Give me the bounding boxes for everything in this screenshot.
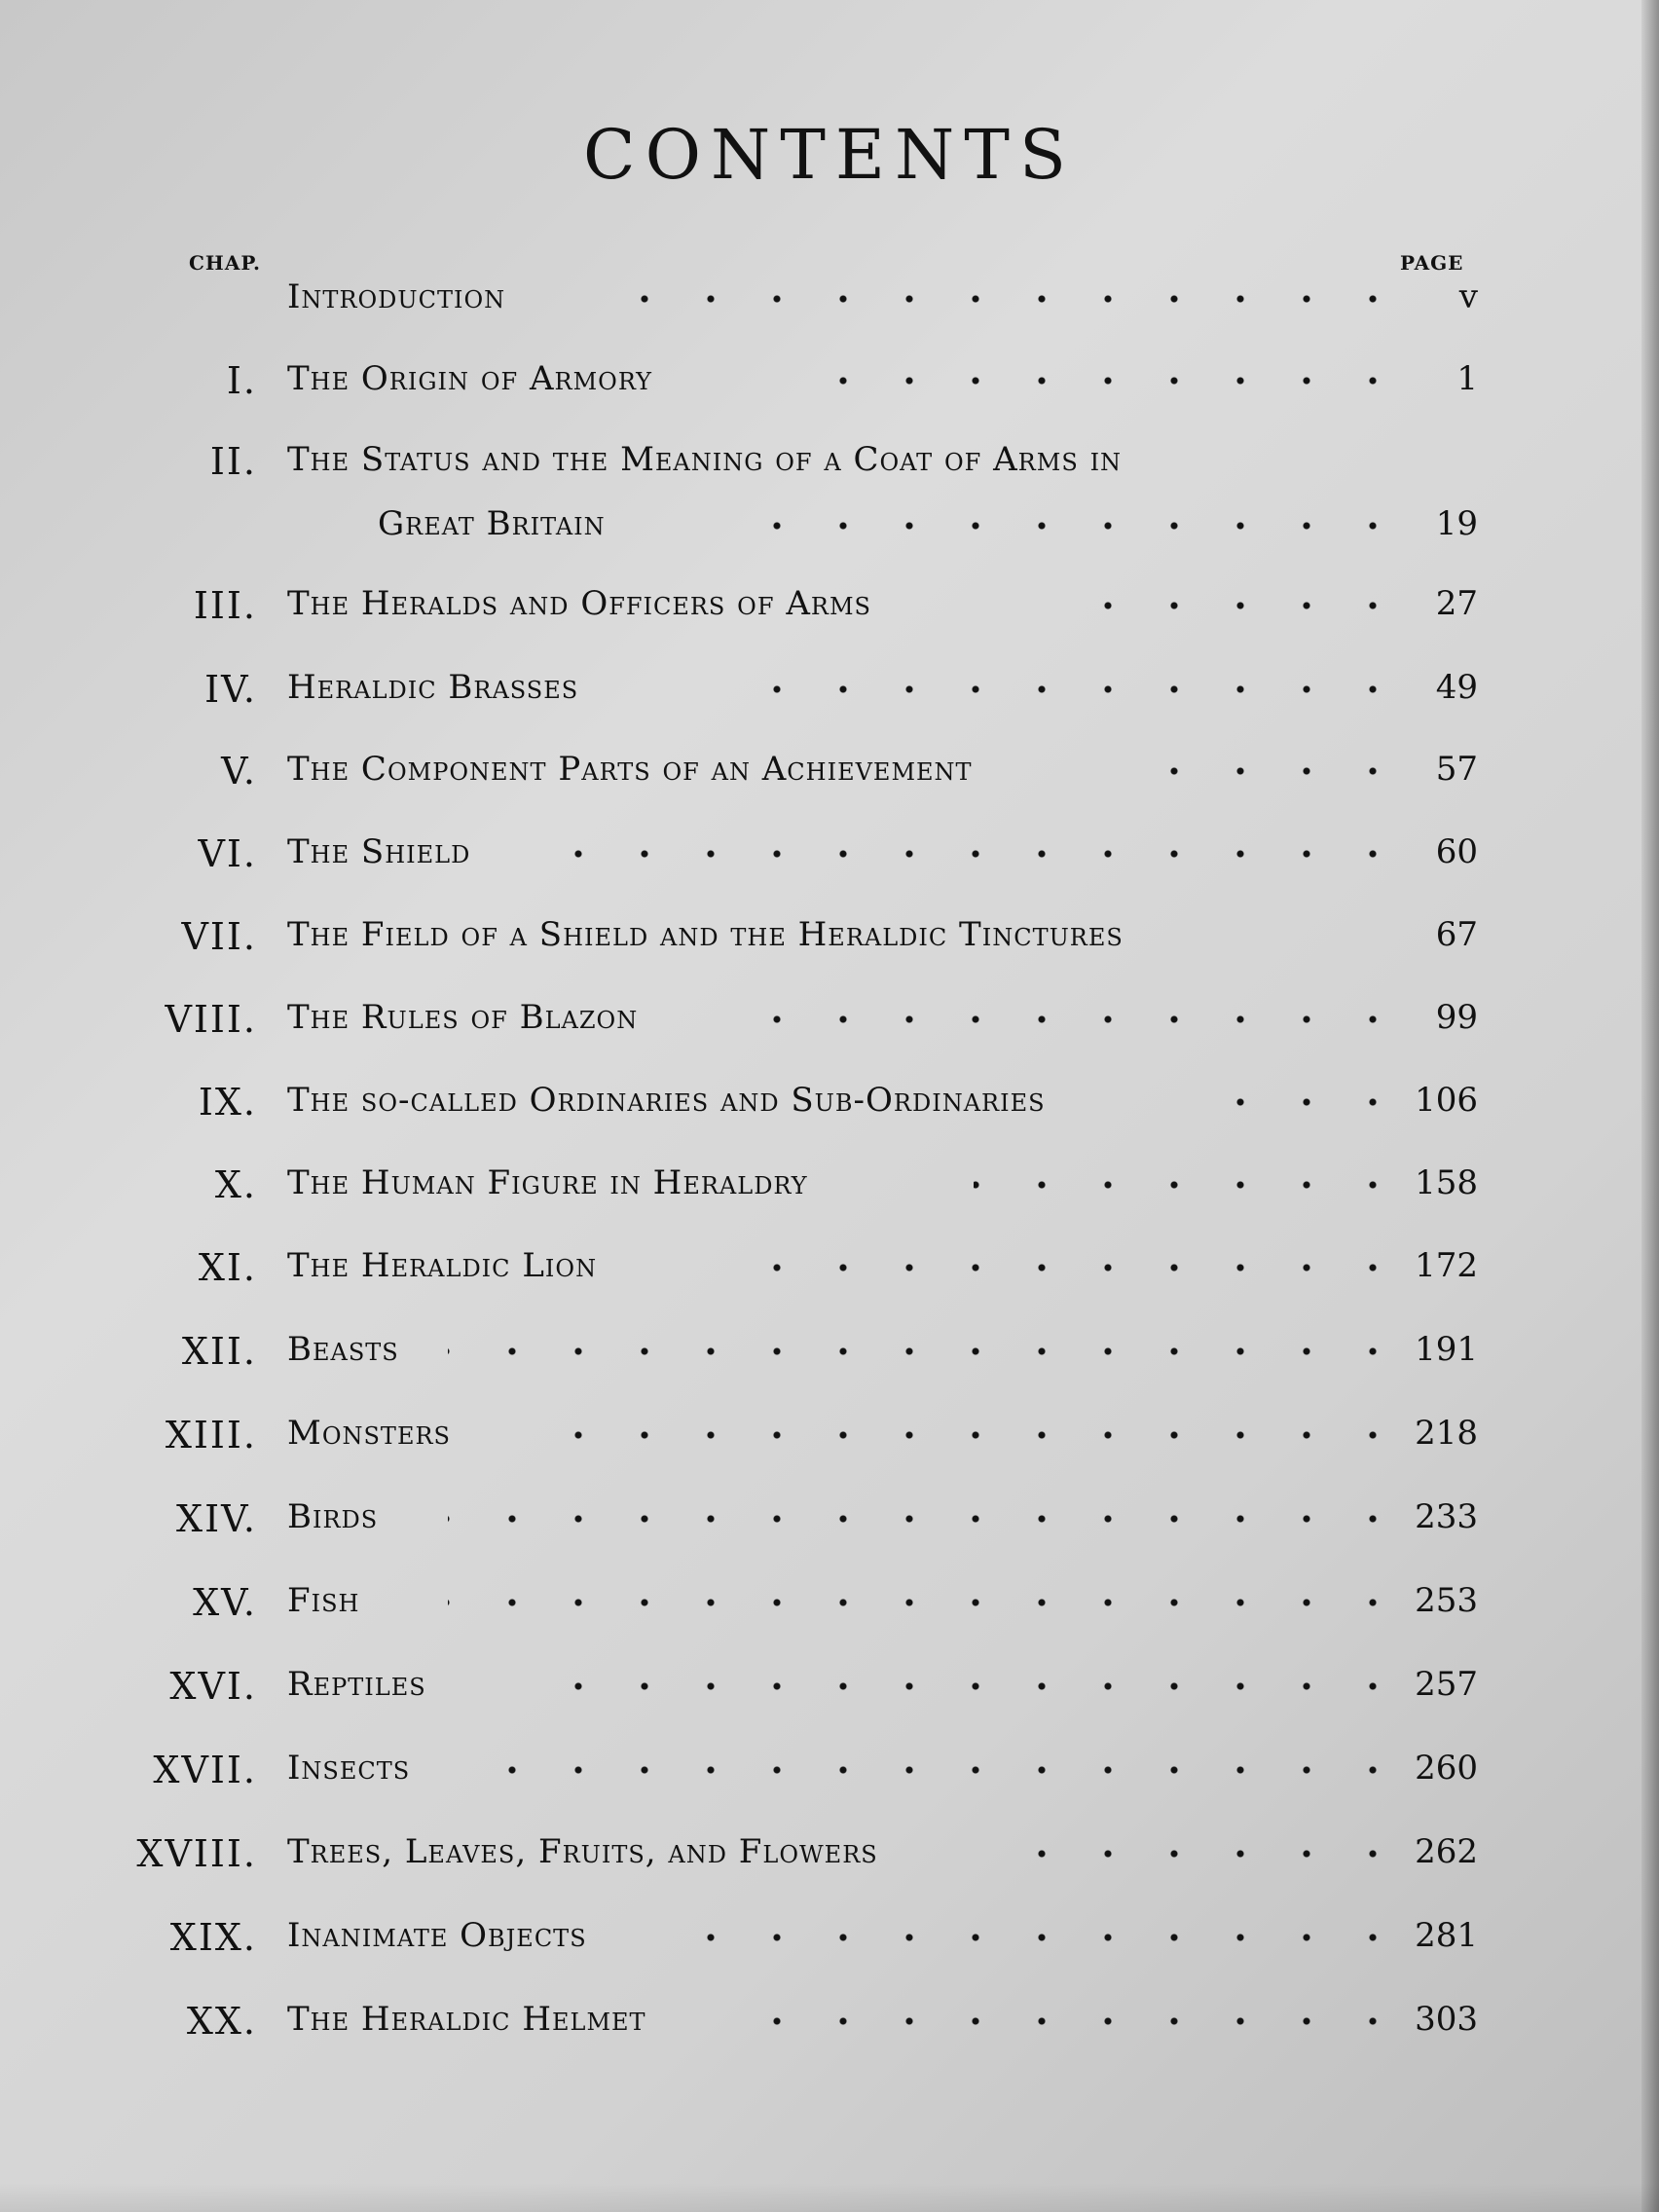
leader-dots	[545, 1680, 1406, 1692]
toc-entry-20	[0, 2000, 1659, 2056]
leader-dots	[974, 1179, 1406, 1191]
chapter-title: The Shield	[287, 832, 471, 871]
chapter-title: The Status and the Meaning of a Coat of Arms in	[287, 440, 1123, 479]
chapter-title: The Heralds and Officers of Arms	[287, 584, 871, 623]
page-number: 27	[1435, 584, 1478, 623]
toc-entry-16	[0, 1665, 1659, 1721]
page-number: 253	[1415, 1581, 1478, 1620]
page-number: 191	[1415, 1330, 1478, 1369]
toc-entry-17	[0, 1749, 1659, 1805]
toc-entry-15	[0, 1581, 1659, 1638]
chapter-title: The Heraldic Helmet	[287, 2000, 646, 2039]
leader-dots	[545, 1429, 1406, 1441]
toc-entry-11	[0, 1246, 1659, 1303]
page-number: 158	[1415, 1163, 1478, 1202]
chapter-title: The Origin of Armory	[287, 359, 653, 398]
chapter-number: IX.	[198, 1081, 257, 1124]
page-number: 281	[1415, 1916, 1478, 1955]
page-number: 19	[1435, 504, 1478, 543]
toc-entry-9	[0, 1081, 1659, 1137]
toc-entry-10	[0, 1163, 1659, 1220]
chapter-title: Trees, Leaves, Fruits, and Flowers	[287, 1832, 878, 1871]
leader-dots	[545, 848, 1406, 860]
page-number: 57	[1435, 750, 1478, 789]
toc-entry-introduction	[0, 277, 1659, 334]
chapter-title: Monsters	[287, 1414, 451, 1453]
bottom-edge-shadow	[0, 2183, 1659, 2212]
chapter-number: VI.	[198, 832, 257, 875]
toc-entry-18	[0, 1832, 1659, 1889]
chapter-number: XIII.	[165, 1414, 257, 1456]
page-label: PAGE	[1400, 251, 1464, 275]
leader-dots	[1032, 1848, 1406, 1860]
chapter-number: II.	[209, 440, 257, 483]
page-number: 262	[1415, 1832, 1478, 1871]
chapter-title: The Rules of Blazon	[287, 998, 639, 1037]
toc-entry-2	[0, 440, 1659, 497]
toc-entry-12	[0, 1330, 1659, 1386]
page-title: CONTENTS	[583, 115, 1076, 195]
toc-entry-7	[0, 915, 1659, 972]
toc-entry-2-continued	[0, 504, 1659, 561]
toc-entry-6	[0, 832, 1659, 889]
toc-entry-1	[0, 359, 1659, 416]
chapter-number: XVII.	[153, 1749, 257, 1791]
chapter-number: XX.	[186, 2000, 257, 2043]
chapter-number: XII.	[181, 1330, 257, 1373]
chapter-title: The so-called Ordinaries and Sub-Ordinaries	[287, 1081, 1046, 1120]
page-number: 233	[1415, 1497, 1478, 1536]
chapter-title: Reptiles	[287, 1665, 426, 1704]
leader-dots	[720, 520, 1406, 532]
page-number: 99	[1435, 998, 1478, 1037]
toc-entry-13	[0, 1414, 1659, 1470]
chapter-number: V.	[221, 750, 257, 793]
chapter-title-continued: Great Britain	[378, 504, 606, 543]
leader-dots	[448, 1513, 1406, 1525]
chapter-number: XVIII.	[136, 1832, 257, 1875]
chapter-title: Inanimate Objects	[287, 1916, 587, 1955]
chapter-title: Insects	[287, 1749, 411, 1788]
chapter-title: Fish	[287, 1581, 360, 1620]
chapter-title: Heraldic Brasses	[287, 668, 579, 707]
page-number: 1	[1456, 359, 1478, 398]
toc-entry-3	[0, 584, 1659, 641]
chapter-title: The Component Parts of an Achievement	[287, 750, 973, 789]
page-number: 172	[1415, 1246, 1478, 1285]
chapter-title: Beasts	[287, 1330, 399, 1369]
page-number: 260	[1415, 1749, 1478, 1788]
toc-entry-14	[0, 1497, 1659, 1554]
leader-dots	[506, 1764, 1406, 1776]
chapter-number: IV.	[204, 668, 257, 711]
chapter-number: XVI.	[169, 1665, 257, 1708]
page-number: 106	[1415, 1081, 1478, 1120]
chapter-number: VIII.	[165, 998, 257, 1041]
leader-dots	[759, 2015, 1406, 2027]
leader-dots	[1051, 600, 1406, 611]
chapter-number: XV.	[193, 1581, 257, 1624]
chapter-number: XI.	[198, 1246, 257, 1289]
chapter-number: X.	[214, 1163, 257, 1206]
page-number: 303	[1415, 2000, 1478, 2039]
leader-dots	[1149, 765, 1406, 777]
chapter-number: I.	[226, 359, 257, 402]
leader-dots	[740, 1262, 1406, 1273]
page-number: v	[1458, 277, 1478, 316]
chapter-title: Birds	[287, 1497, 379, 1536]
leader-dots	[448, 1346, 1406, 1357]
chapter-title: The Heraldic Lion	[287, 1246, 598, 1285]
page-number: 60	[1435, 832, 1478, 871]
toc-entry-19	[0, 1916, 1659, 1972]
toc-entry-8	[0, 998, 1659, 1054]
toc-entry-4	[0, 668, 1659, 724]
leader-dots	[448, 1597, 1406, 1608]
chap-label: CHAP.	[189, 251, 262, 275]
toc-entry-5	[0, 750, 1659, 806]
chapter-number: XIV.	[176, 1497, 257, 1540]
chapter-number: VII.	[181, 915, 257, 958]
leader-dots	[1227, 1096, 1406, 1108]
chapter-title: Introduction	[287, 277, 506, 316]
chapter-title: The Field of a Shield and the Heraldic Tinctures	[287, 915, 1124, 954]
chapter-number: XIX.	[169, 1916, 257, 1959]
page-number: 67	[1435, 915, 1478, 954]
leader-dots	[623, 293, 1406, 305]
leader-dots	[740, 1014, 1406, 1025]
page-number: 257	[1415, 1665, 1478, 1704]
page-number: 49	[1435, 668, 1478, 707]
leader-dots	[818, 375, 1406, 387]
chapter-number: III.	[193, 584, 257, 627]
leader-dots	[701, 1932, 1406, 1943]
chapter-title: The Human Figure in Heraldry	[287, 1163, 808, 1202]
leader-dots	[740, 683, 1406, 695]
page-number: 218	[1415, 1414, 1478, 1453]
